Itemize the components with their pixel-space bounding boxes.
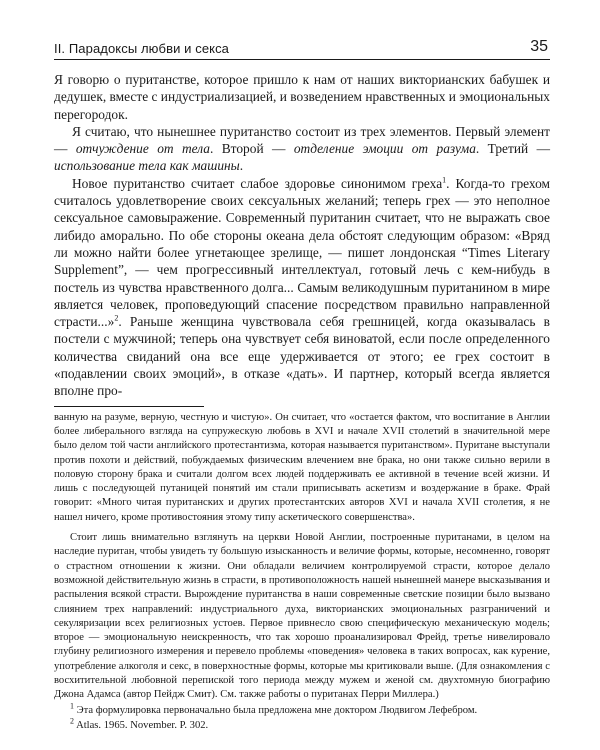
paragraph-2 [54, 123, 550, 175]
footnote-separator [54, 406, 204, 407]
footnote-1-text: Эта формулировка первоначально была предложена мне доктором Людвигом Лефебром. [74, 704, 478, 716]
paragraph-3-middle: . Когда-то грехом считалось удовлетворение своих сексуальных желаний; теперь грех — это неполное сексуальное самовыражение. Современный пуританин считает, что не выражать свое либидо аморально. По обе стороны океана дела обстоят следующим образом: «Вряд ли можно найти более угнетающее зрелище, — пишет лондонская “Times Literary Supplement”, — чем прогрессивный интеллектуал, готовый лечь с кем-нибудь в постель из чувства нравственного долга... Самым великодушным пуританином в мире является человек, проповедующий спасение посредством правильно направленной страсти...» [54, 175, 551, 330]
running-title: II. Парадоксы любви и секса [54, 41, 230, 56]
footnote-1 [54, 701, 550, 718]
paragraph-2-middle-1: . Второй — [209, 141, 294, 157]
note-continuation: ванную на разуме, верную, честную и чистую». Он считает, что «остается фактом, что воспитание в Англии более либерального взгляда на супружескую любовь в XVI и начале XVII столетий в значительной мере было делом той части английского протестантизма, которая называется пуританством». Пуритане выступали против похоти и действий, побуждаемых физическим влечением вне брака, но они также сильно верили в половую сторону брака и считали долгом всех людей поддерживать ее активной в течение всей жизни. И лишь с последующей путаницей понятий им стали приписывать аскетизм и воздержание в браке. Фрай говорит: «Много читая пуританских и других протестантских авторов XVI и начала XVII столетия, я не нашел ничего, кроме противостояния этому типу аскетического совершенства». [54, 411, 550, 523]
note-paragraph: Стоит лишь внимательно взглянуть на церкви Новой Англии, построенные пуританами, в целом на наследие пуритан, чтобы увидеть ту большую изысканность и величие формы, которые, несомненно, говорят о страстном отношении к жизни. Они обладали величием контролируемой страсти, которое делало возможной действительную жизнь в страсти, в противоположность нашей нынешней манере высказывания и распыления всякой страсти. Вырождение пуританства в наши современные светские позиции было вызвано слиянием трех направлений: индустриального духа, викторианских эмоциональных разграничений и секуляризации всех религиозных устоев. Первое привнесло свою специфическую механическую модель; второе — эмоциональную неискренность, что так хорошо проанализировал Фрейд, третье нивелировало глубину религиозного измерения и перевело проблемы «поведения» человека в таких вопросах, как курение, употребление алкоголя и секс, в поверхностные формы, которые мы критиковали выше. (Для ознакомления с восхитительной любовной перепиской того периода между мужем и женой см. двухтомную биографию Джона Адамса (автор Пейдж Смит). См. также работы о пуританах Перри Миллера.) [54, 532, 550, 701]
element-two-emphasis: отделение эмоции от разума [293, 141, 476, 157]
paragraph-2-end: . [239, 158, 244, 174]
main-text [54, 71, 550, 400]
element-one-emphasis: отчуждение от тела [75, 141, 210, 157]
paragraph-2-intro: Я считаю, что нынешнее пуританство состоит из трех элементов. Первый элемент — [54, 123, 550, 157]
paragraph-3-end: . Раньше женщина чувствовала себя грешницей, когда оказывалась в постели с мужчиной; теперь она чувствует себя виноватой, если после определенного количества свиданий она все еще удерживается от этого; ее грех состоит в «подавлении своих эмоций», в отказе «дать». И партнер, который всегда является вполне про- [54, 314, 550, 399]
paragraph-3-start: Новое пуританство считает слабое здоровье синонимом греха [72, 175, 443, 191]
footnote-1-number: 1 [70, 701, 74, 711]
paragraph-1: Я говорю о пуританстве, которое пришло к нам от наших викторианских бабушек и дедушек, вместе с индустриализацией, и возведением нравственных и эмоциональных перегородок. [54, 72, 550, 122]
footnote-2-number: 2 [70, 716, 74, 726]
footnotes-area [54, 411, 550, 734]
running-header [54, 30, 550, 60]
book-page [54, 30, 550, 733]
footnote-2 [54, 716, 550, 733]
paragraph-3 [54, 175, 550, 400]
footnote-2-text: Atlas. 1965. November. P. 302. [74, 719, 209, 731]
page-number: 35 [530, 38, 548, 55]
element-three-emphasis: использование тела как машины [54, 158, 240, 174]
paragraph-2-middle-2: . Третий — [475, 141, 550, 157]
footnote-ref-1[interactable]: 1 [442, 175, 447, 185]
footnote-ref-2[interactable]: 2 [114, 313, 119, 323]
